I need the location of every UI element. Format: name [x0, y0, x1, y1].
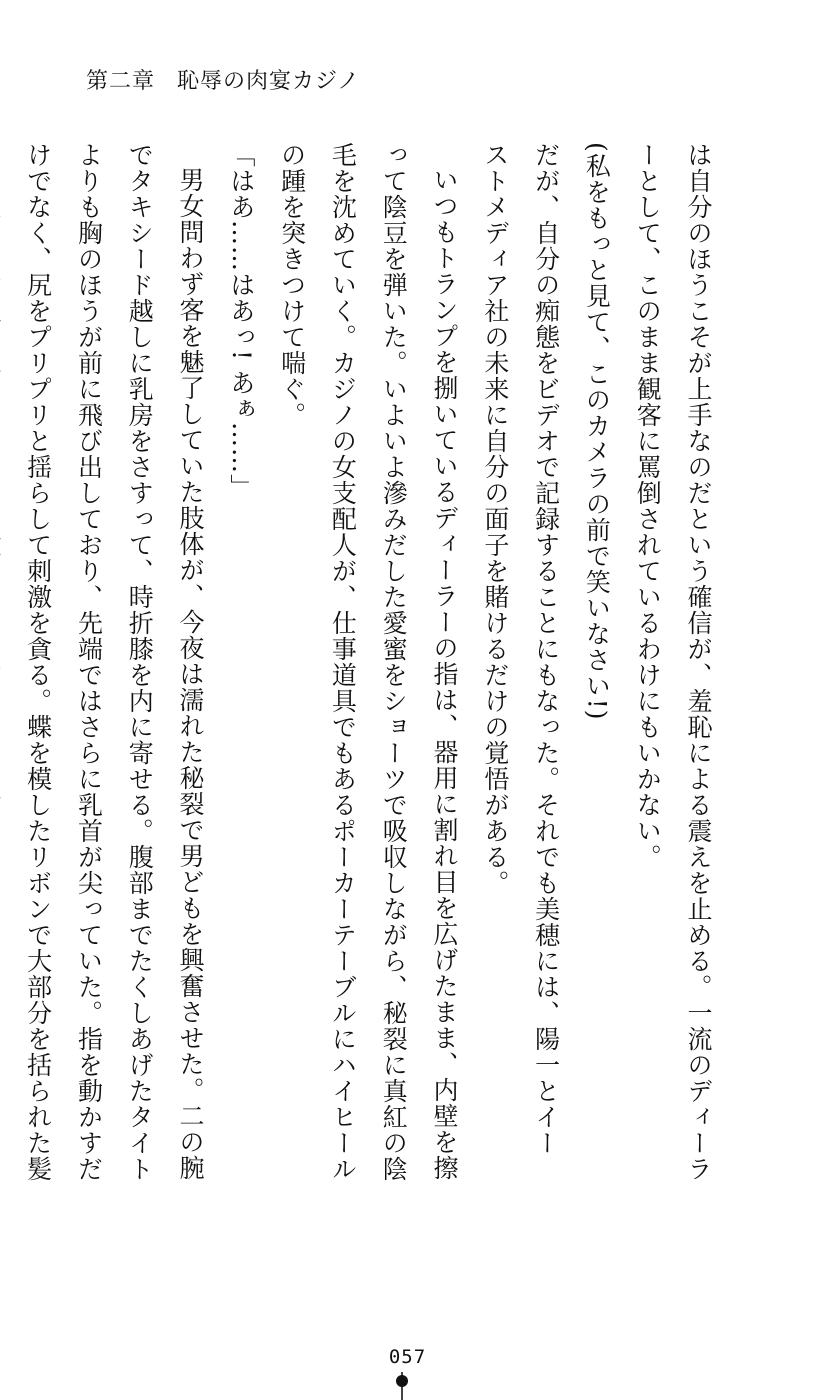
text-line: って陰豆を弾いた。いよいよ滲みだした愛蜜をショーツで吸収しながら、秘裂に真紅の陰: [379, 142, 409, 1182]
chapter-label: 第二章: [86, 69, 156, 94]
text-line: 男女問わず客を魅了していた肢体が、今夜は濡れた秘裂で男どもを興奮させた。二の腕: [176, 167, 206, 1181]
text-line: (私をもっと見て、このカメラの前で笑いなさい!): [582, 142, 612, 721]
body-text: [0, 142, 723, 1182]
page-number: 057: [388, 1346, 427, 1368]
text-line: 「はあ……はあっ! あぁ……」: [226, 142, 256, 500]
running-head: [86, 64, 360, 95]
thumb-index-dot: [396, 1375, 408, 1387]
text-line: ーとして、このまま観客に罵倒されているわけにもいかない。: [633, 142, 663, 870]
text-line: [0, 142, 12, 1142]
text-line: ストメディア社の未来に自分の面子を賭けるだけの覚悟がある。: [480, 142, 510, 896]
chapter-title: 恥辱の肉宴カジノ: [177, 69, 361, 94]
text-line: だが、自分の痴態をビデオで記録することにもなった。それでも美穂には、陽一とイー: [531, 142, 561, 1156]
text-line: けでなく、尻をプリプリと揺らして刺激を貪る。蝶を模したリボンで大部分を括られた髪: [23, 142, 53, 1182]
text-line: は自分のほうこそが上手なのだという確信が、羞恥による震えを止める。一流のディーラ: [684, 142, 713, 1182]
text-line: よりも胸のほうが前に飛び出しており、先端ではさらに乳首が尖っていた。指を動かすだ: [74, 142, 104, 1182]
text-line: 毛を沈めていく。カジノの女支配人が、仕事道具でもあるポーカーテーブルにハイヒール: [328, 142, 358, 1182]
text-line: の踵を突きつけて喘ぐ。: [277, 142, 307, 428]
text-line: でタキシード越しに乳房をさすって、時折膝を内に寄せる。腹部までたくしあげたタイト: [125, 142, 155, 1182]
text-line: いつもトランプを捌いているディーラーの指は、器用に割れ目を広げたまま、内壁を擦: [430, 167, 460, 1181]
